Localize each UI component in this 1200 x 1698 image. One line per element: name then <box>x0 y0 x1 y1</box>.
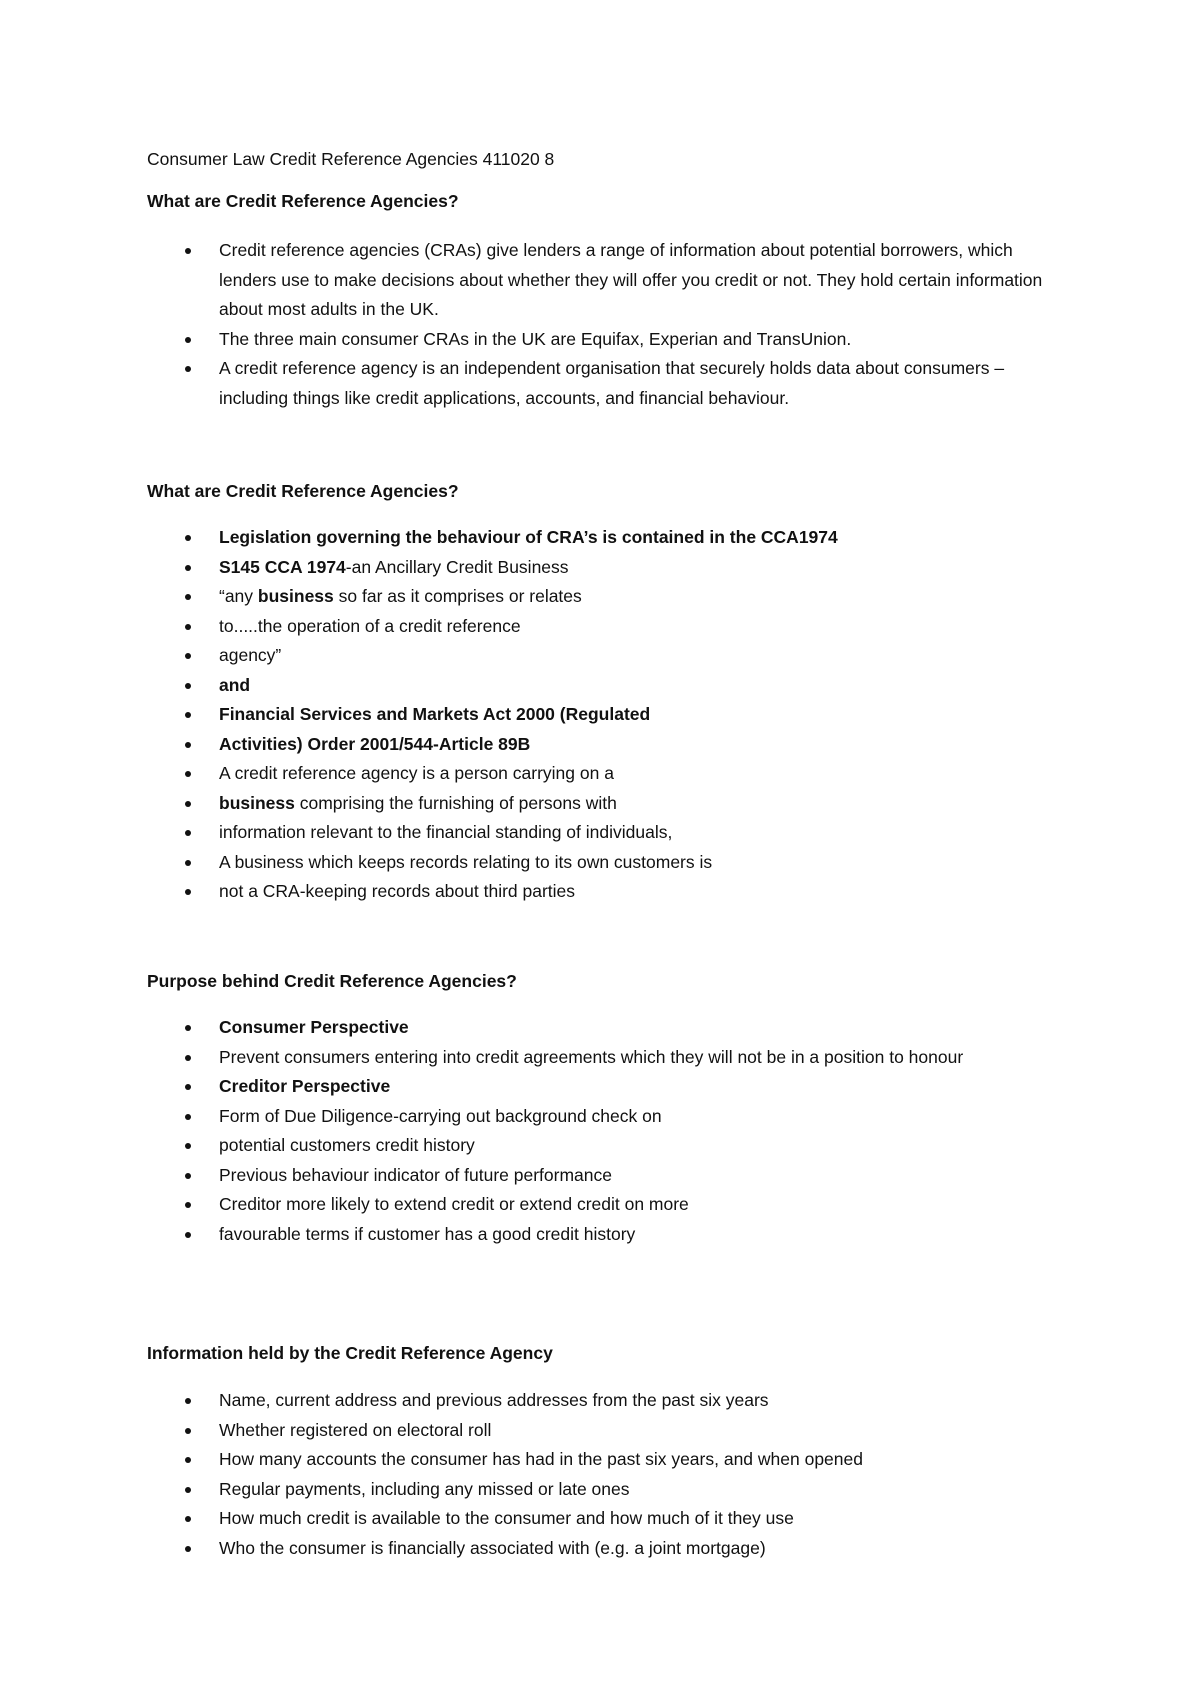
list-item: Whether registered on electoral roll <box>0 1416 1200 1446</box>
bullet-list-what-are-cras <box>0 236 1200 413</box>
list-item: How many accounts the consumer has had in the past six years, and when opened <box>0 1445 1200 1475</box>
list-item-bold-text: business <box>219 792 295 813</box>
list-item <box>0 553 1200 583</box>
list-item: not a CRA-keeping records about third parties <box>0 877 1200 907</box>
list-item-text: so far as it comprises or relates <box>333 586 582 606</box>
list-item: Who the consumer is financially associated with (e.g. a joint mortgage) <box>0 1534 1200 1564</box>
list-item: Regular payments, including any missed or late ones <box>0 1475 1200 1505</box>
list-item: A credit reference agency is an independent organisation that securely holds data about consumers – including things like credit applications, accounts, and financial behaviour. <box>0 354 1200 413</box>
list-item: favourable terms if customer has a good credit history <box>0 1220 1200 1250</box>
list-item-bold-text: business <box>257 586 334 606</box>
document-title: Consumer Law Credit Reference Agencies 411020 8 <box>147 149 555 169</box>
list-item-text: comprising the furnishing of persons with <box>294 792 617 813</box>
section-heading-what-are-cras-legislation: What are Credit Reference Agencies? <box>147 481 459 501</box>
list-item: Name, current address and previous addresses from the past six years <box>0 1386 1200 1416</box>
list-item: agency” <box>0 641 1200 671</box>
list-item: Prevent consumers entering into credit agreements which they will not be in a position to honour <box>0 1043 1200 1073</box>
list-item: Form of Due Diligence-carrying out background check on <box>0 1102 1200 1132</box>
list-item: potential customers credit history <box>0 1131 1200 1161</box>
list-item: Previous behaviour indicator of future performance <box>0 1161 1200 1191</box>
list-item: information relevant to the financial standing of individuals, <box>0 818 1200 848</box>
list-item-text: -an Ancillary Credit Business <box>345 556 569 577</box>
list-item <box>0 789 1200 819</box>
list-item-text: “any <box>219 586 258 606</box>
list-item <box>0 582 1200 612</box>
section-heading-information-held: Information held by the Credit Reference Agency <box>147 1343 553 1363</box>
section-heading-purpose: Purpose behind Credit Reference Agencies? <box>147 971 517 991</box>
list-item: Activities) Order 2001/544-Article 89B <box>0 730 1200 760</box>
bullet-list-information-held <box>0 1386 1200 1563</box>
list-item: A credit reference agency is a person carrying on a <box>0 759 1200 789</box>
list-item: Creditor Perspective <box>0 1072 1200 1102</box>
list-item-bold-text: S145 CCA 1974 <box>219 556 346 577</box>
list-item: A business which keeps records relating to its own customers is <box>0 848 1200 878</box>
list-item: Financial Services and Markets Act 2000 (Regulated <box>0 700 1200 730</box>
bullet-list-purpose <box>0 1013 1200 1249</box>
section-heading-what-are-cras: What are Credit Reference Agencies? <box>147 191 459 211</box>
list-item: Consumer Perspective <box>0 1013 1200 1043</box>
bullet-list-legislation <box>0 523 1200 907</box>
list-item: Legislation governing the behaviour of CRA’s is contained in the CCA1974 <box>0 523 1200 553</box>
list-item: to.....the operation of a credit reference <box>0 612 1200 642</box>
list-item: Creditor more likely to extend credit or extend credit on more <box>0 1190 1200 1220</box>
list-item: The three main consumer CRAs in the UK are Equifax, Experian and TransUnion. <box>0 325 1200 355</box>
list-item: How much credit is available to the consumer and how much of it they use <box>0 1504 1200 1534</box>
list-item: and <box>0 671 1200 701</box>
list-item: Credit reference agencies (CRAs) give lenders a range of information about potential borrowers, which lenders use to make decisions about whether they will offer you credit or not. They hold certain information about most adults in the UK. <box>0 236 1200 325</box>
